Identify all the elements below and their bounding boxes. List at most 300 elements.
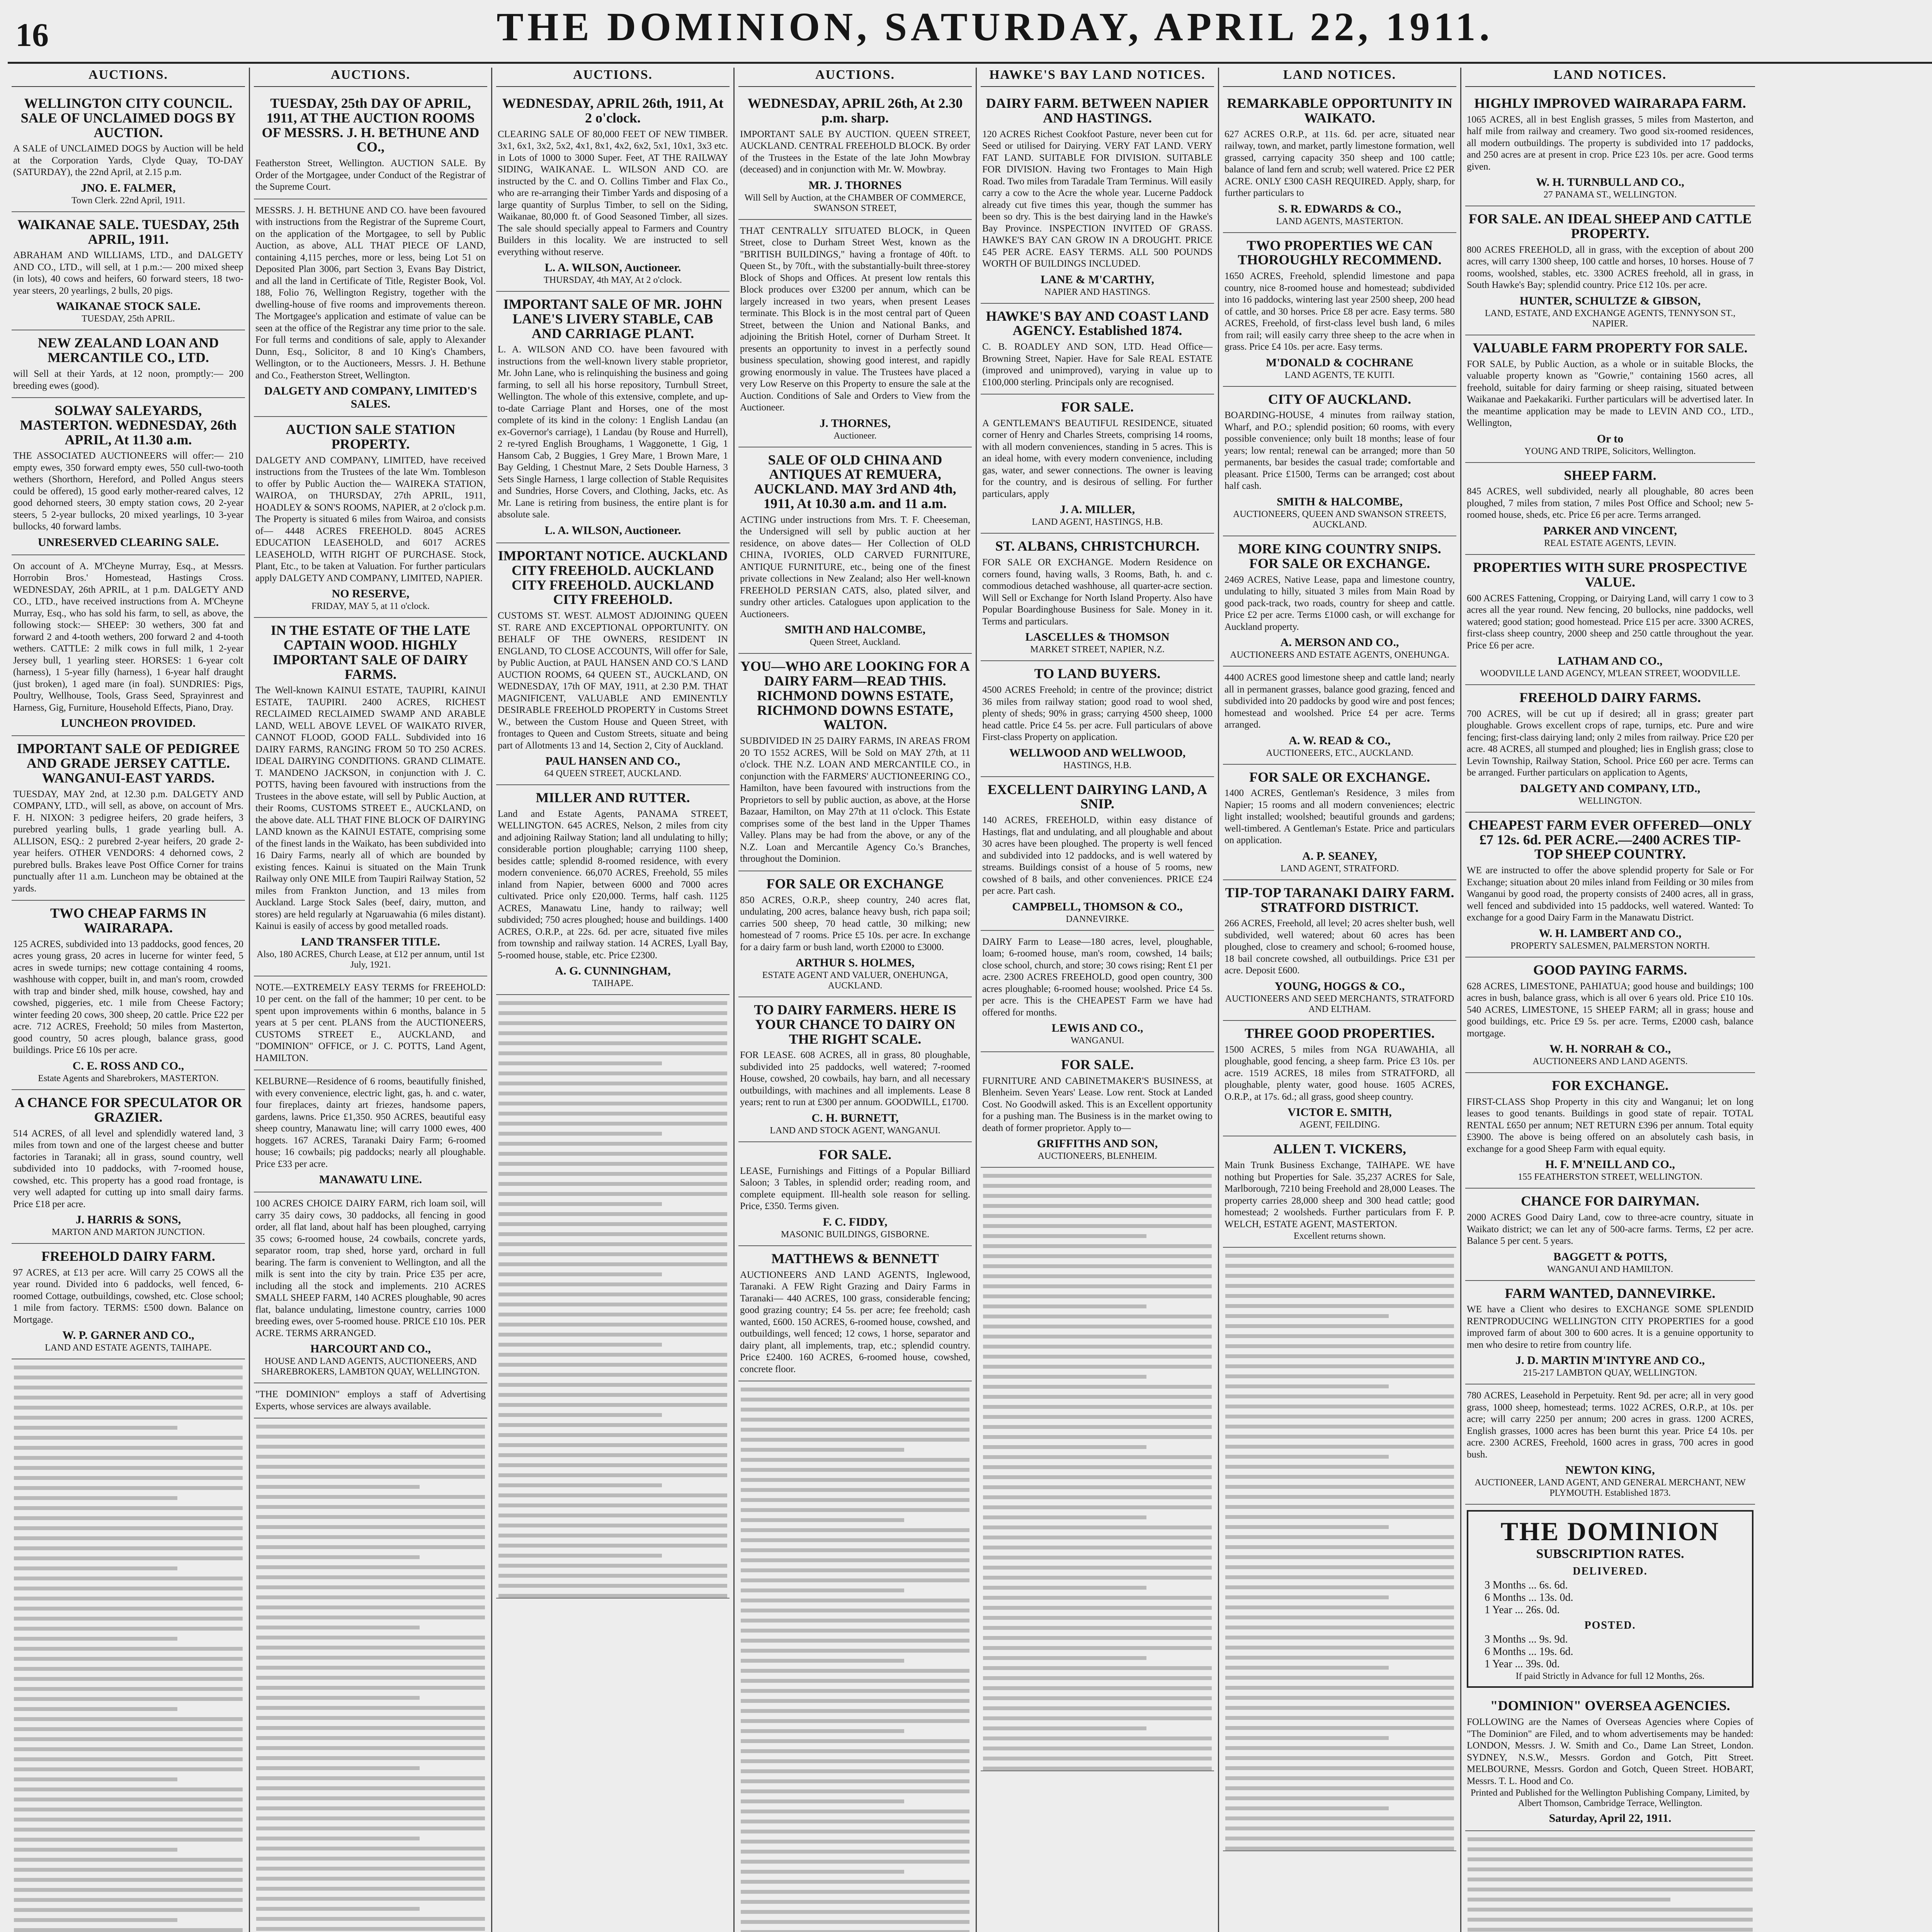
print-line [1225, 1425, 1454, 1429]
print-line [498, 1172, 727, 1176]
ad-body: CLEARING SALE OF 80,000 FEET OF NEW TIMBER. 3x1, 6x1, 3x2, 5x2, 4x1, 8x1, 4x2, 6x2, 5x1, 10x1, 3x3 etc. in Lots of 1000 to 3000 Super. Feet, AT THE RAILWAY SIDING, WAIKANAE. L. WILSON AND CO. are instructed by the C. and O. Collins Timber and Flax Co., who are re-arranging their Timber Yards and disposing of a large quantity of Surplus Timber, to sell on the Siding, Waikanae, 80,000 ft. of Good Seasoned Timber, all sizes. The sale should specially appeal to Farmers and Country Builders in this locality. We are instructed to sell everything without reserve. [498, 129, 728, 257]
ad-body: 100 ACRES CHOICE DAIRY FARM, rich loam soil, will carry 35 dairy cows, 30 paddocks, all fencing in good order, all flat land, about half has been ploughed, carrying 35 cows; 6-roomed house, 24 cowbails, concrete yards, separator room, trap shed, horse yard, orchard in full bearing. The farm is convenient to Wellington, and all the milk is sent into the city by train. Price £35 per acre, including all the stock and implements. 210 ACRES SMALL SHEEP FARM, 140 ACRES ploughable, 90 acres flat, balance undulating, limestone country, carries 1000 breeding ewes, over 5-roomed house. PRICE £10 10s. PER ACRE. TERMS ARRANGED. [255, 1198, 486, 1338]
page-number: 16 [15, 16, 49, 53]
ad-title: TO DAIRY FARMERS. HERE IS YOUR CHANCE TO DAIRY ON THE RIGHT SCALE. [754, 1002, 956, 1047]
print-line [256, 1435, 485, 1439]
print-line [1225, 1505, 1454, 1509]
ad-title: IMPORTANT NOTICE. AUCKLAND CITY FREEHOLD. AUCKLAND CITY FREEHOLD. AUCKLAND CITY FREEHOLD. [498, 548, 728, 607]
advertisement [1223, 880, 1456, 1021]
print-line [741, 1689, 969, 1693]
ad-advertiser: J. A. MILLER, [1060, 503, 1135, 516]
print-line [741, 1558, 969, 1562]
ad-title: VALUABLE FARM PROPERTY FOR SALE. [1473, 340, 1748, 355]
advertisement [12, 1244, 245, 1359]
print-line [741, 1709, 969, 1713]
print-line [983, 1515, 1146, 1519]
print-line [741, 1860, 969, 1864]
advertisement [1465, 957, 1755, 1073]
ad-advertiser-address: WELLINGTON. [1578, 796, 1642, 806]
print-line [741, 1418, 969, 1422]
print-line [256, 1565, 485, 1569]
print-line [14, 1818, 243, 1821]
ad-title: A CHANCE FOR SPECULATOR OR GRAZIER. [14, 1094, 242, 1125]
print-line [256, 1716, 485, 1720]
ad-advertiser-address: AUCTIONEERS, QUEEN AND SWANSON STREETS, AUCKLAND. [1233, 509, 1446, 530]
print-line [14, 1697, 243, 1701]
advertisement [1465, 1073, 1755, 1189]
ad-body: 120 ACRES Richest Cookfoot Pasture, never been cut for Seed or utilised for Dairying. VERY FAT LAND. VERY FAT LAND. SUITABLE FOR DIVISION. SUITABLE FOR DIVISION. Having two Frontages to Main High Road. Two miles from Taradale Tram Terminus. Will easily carry a cow to the Acre the whole year. Lucerne Paddock already cut five times this year, though the summer has been so dry. This is the best dairying land in the Hawke's Bay Province. INSPECTION INVITED OF GRASS. HAWKE'S BAY CAN GROW IN A DROUGHT. PRICE £45 PER ACRE. EASY TERMS. ALL 500 POUNDS WORTH OF BUILDINGS INCLUDED. [982, 129, 1213, 269]
print-line [256, 1626, 420, 1629]
print-line [983, 1586, 1146, 1590]
print-line [14, 1757, 243, 1761]
ad-body: 845 ACRES, well subdivided, nearly all ploughable, 80 acres been ploughed, 7 miles from station, 7 miles Post Office and School; new 5-roomed house, sheds, etc. Price £6 per acre. Terms arranged. [1467, 486, 1753, 520]
print-line [14, 1888, 243, 1892]
print-line [1225, 1736, 1389, 1740]
ad-title: ALLEN T. VICKERS, [1273, 1141, 1406, 1157]
ad-body: will Sell at their Yards, at 12 noon, promptly:— 200 breeding ewes (good). [13, 369, 243, 391]
ad-advertiser: M'DONALD & COCHRANE [1266, 356, 1413, 369]
ad-body: 140 ACRES, FREEHOLD, within easy distance of Hastings, flat and undulating, and all ploughable and about 30 acres have been ploughed. The property is well fenced and subdivided into 12 paddocks, and is well watered by streams. Buildings consist of a house of 5 rooms, new cowshed of 8 bails, and other conveniences. PRICE £24 per acre. Part cash. [982, 815, 1213, 896]
print-line [983, 1315, 1212, 1318]
advertisement [254, 976, 487, 1071]
print-line [256, 1646, 485, 1650]
ad-advertiser: LUNCHEON PROVIDED. [61, 717, 196, 730]
print-line [256, 1867, 485, 1871]
print-line [1225, 1716, 1454, 1720]
print-line [741, 1609, 969, 1612]
print-line [1225, 1746, 1454, 1750]
print-line [741, 1488, 969, 1492]
ad-body: 4500 ACRES Freehold; in centre of the province; district 36 miles from railway station; good road to wool shed, plenty of sheds; 90% in grass; carrying 4500 sheep, 1000 head cattle. Price £4 5s. per acre. Full particulars of above First-class Property on application. [982, 685, 1213, 743]
print-line [256, 1877, 485, 1881]
column [735, 68, 977, 1932]
print-line [741, 1739, 969, 1743]
print-line [498, 1503, 727, 1507]
print-line [14, 1928, 243, 1932]
ad-body: 514 ACRES, of all level and splendidly watered land, 3 miles from town and one of the largest cheese and butter factories in Taranaki; all in grass, sound country, well subdivided into 10 paddocks, with 7-roomed house, cowshed, etc. This property has a good road frontage, is very well adapted for cutting up into small dairy farms. Price £18 per acre. [13, 1128, 243, 1209]
print-line [741, 1850, 969, 1854]
ad-advertiser: C. E. ROSS AND CO., [72, 1059, 184, 1072]
print-line [14, 1637, 177, 1641]
print-line [498, 1162, 727, 1166]
print-line [983, 1395, 1212, 1399]
advertisement [496, 91, 730, 292]
print-line [256, 1766, 420, 1770]
ad-advertiser-address: DANNEVIRKE. [1066, 914, 1129, 924]
print-line [256, 1465, 485, 1469]
print-line [741, 1629, 969, 1633]
ad-body: A GENTLEMAN'S BEAUTIFUL RESIDENCE, situated corner of Henry and Charles Streets, comprising 14 rooms, with all modern conveniences, standing in 5 acres. This is an ideal home, with every modern convenience, including gas, water, and sewer connections. The owner is leaving for the country, and is desirous of selling. For further particulars, apply [982, 418, 1213, 499]
imprint-date: Saturday, April 22, 1911. [1549, 1812, 1672, 1825]
print-line [256, 1917, 485, 1921]
print-line [498, 1293, 727, 1296]
print-line [498, 1323, 727, 1327]
print-line [983, 1495, 1212, 1499]
advertisement [738, 220, 972, 447]
print-line [741, 1820, 969, 1823]
advertisement [1223, 1136, 1456, 1248]
print-line [256, 1455, 485, 1459]
advertisement [12, 1090, 245, 1244]
print-line [256, 1776, 485, 1780]
print-line [498, 1071, 727, 1075]
advertisement [254, 91, 487, 199]
ad-body: FOR LEASE. 608 ACRES, all in grass, 80 ploughable, subdivided into 25 paddocks, well watered; 7-roomed House, cowshed, 20 cowbails, hay barn, and all necessary outbuildings, with machines and all implements. Lease 8 years; rent to run at £300 per annum. GOODWILL, £1700. [740, 1050, 970, 1108]
ad-body: 2469 ACRES, Native Lease, papa and limestone country, undulating to hilly, situated 3 miles from Main Road by good pack-track, two roads, country for sheep and cattle. Price £2 per acre. Terms £1000 cash, or will exchange for Auckland property. [1225, 574, 1455, 632]
ad-advertiser: A. P. SEANEY, [1302, 849, 1377, 862]
print-line [14, 1466, 243, 1470]
print-line [1225, 1786, 1454, 1790]
column-heading: LAND NOTICES. [1223, 68, 1456, 87]
ad-advertiser: PARKER AND VINCENT, [1543, 524, 1677, 537]
ad-body: SUBDIVIDED IN 25 DAIRY FARMS, IN AREAS FROM 20 TO 1552 ACRES, Will be Sold on MAY 27th, at 11 o'clock. THE N.Z. LOAN AND MERCANTILE CO., in conjunction with the FARMERS' AUCTIONEERING CO., Hamilton, have been favoured with instructions from the Proprietors to sell by public auction, as above, at the Horse Bazaar, Hamilton, on May 27th at 11 o'clock. This Estate comprises some of the best land in the Upper Thames Valley. Plans may be had from the above, or any of the N.Z. Loan and Mercantile Agency Co.'s Branches, throughout the Dominion. [740, 736, 970, 864]
print-line [14, 1456, 243, 1460]
print-line [14, 1566, 177, 1570]
print-line [983, 1686, 1212, 1690]
print-line [1225, 1344, 1454, 1348]
print-line [983, 1385, 1212, 1389]
ad-advertiser: A. MERSON AND CO., [1280, 636, 1399, 649]
ad-title: FOR SALE. AN IDEAL SHEEP AND CATTLE PROPERTY. [1468, 211, 1752, 242]
ad-body: MESSRS. J. H. BETHUNE AND CO. have been favoured with instructions from the Registrar of the Supreme Court, on the application of the Mortgagee, to sell by Public Auction, as above, ALL THAT PIECE OF LAND, containing 4,115 perches, more or less, being Lot 51 on Deposited Plan 3006, part Section 3, Evans Bay District, and all the land in Certificate of Title, Register Book, Vol. 188, Folio 76, Wellington Registry, together with the dwelling-house of five rooms and improvements thereon. The Mortgagee's application and estimate of value can be seen at the office of the Registrar any time prior to the sale. For full terms and conditions of sale, apply to Alexander Dunn, Esq., Solicitor, 8 and 10 King's Chambers, Wellington, or to the Auctioneers, Messrs. J. H. Bethune and Co., Featherston Street, Wellington. [255, 205, 486, 381]
print-line [983, 1375, 1146, 1379]
advertisement [1465, 335, 1755, 463]
print-line [983, 1747, 1212, 1750]
print-line [498, 1473, 727, 1477]
ad-advertiser-address: Also, 180 ACRES, Church Lease, at £12 per annum, until 1st July, 1921. [257, 949, 485, 970]
print-line [14, 1577, 243, 1580]
rates-subtitle: SUBSCRIPTION RATES. [1536, 1547, 1684, 1561]
ad-title: WAIKANAE SALE. TUESDAY, 25th APRIL, 1911. [17, 216, 239, 247]
advertisement [1465, 91, 1755, 206]
ad-advertiser: JNO. E. FALMER, [81, 181, 176, 194]
print-line [983, 1455, 1212, 1459]
print-line [1468, 1888, 1753, 1891]
print-line [983, 1224, 1212, 1228]
print-line [741, 1729, 904, 1733]
print-line [1225, 1475, 1454, 1479]
print-line [1225, 1666, 1389, 1670]
ad-advertiser: L. A. WILSON, Auctioneer. [544, 261, 681, 274]
print-line [498, 1483, 662, 1487]
ad-body: CUSTOMS ST. WEST. ALMOST ADJOINING QUEEN ST. RARE AND EXCEPTIONAL OPPORTUNITY. ON BEHALF OF THE OWNERS, RESIDENT IN ENGLAND, TO CLOSE ACCOUNTS, Will offer for Sale, by Public Auction, at PAUL HANSEN AND CO.'S LAND AUCTION ROOMS, 64 QUEEN ST., AUCKLAND, ON WEDNESDAY, 17th OF MAY, 1911, at 2.30 P.M. THAT MAGNIFICENT, VALUABLE AND EMINENTLY DESIRABLE FREEHOLD PROPERTY in Customs Street W., between the Custom House and Queen Street, with frontages to Queen and Custom Streets, situate and being part of Allotments 13 and 14, Section 2, City of Auckland. [498, 611, 728, 751]
print-line [1225, 1616, 1454, 1619]
ad-title: WEDNESDAY, APRIL 26th, 1911, At 2 o'clock. [502, 95, 724, 126]
print-line [14, 1798, 243, 1801]
print-line [14, 1657, 243, 1661]
print-line [498, 1303, 727, 1306]
print-line [1225, 1254, 1454, 1258]
ad-advertiser-address: LAND AGENTS, TE KUITI. [1284, 370, 1395, 380]
column [977, 68, 1219, 1932]
print-line [498, 1393, 727, 1397]
print-line [741, 1810, 969, 1813]
print-line [983, 1706, 1212, 1710]
print-line [14, 1376, 243, 1379]
print-line [498, 1433, 727, 1437]
advertisement [981, 1052, 1214, 1168]
ad-title: FOR SALE. [1061, 399, 1134, 415]
ad-advertiser: J. THORNES, [820, 417, 891, 430]
ad-advertiser-address: AGENT, FEILDING. [1299, 1120, 1380, 1130]
ad-body: LEASE, Furnishings and Fittings of a Popular Billiard Saloon; 3 Tables, in splendid order; reading room, and complete equipment. Ill-health sole reason for selling. Price, £350. Terms given. [740, 1165, 970, 1212]
print-line [983, 1757, 1212, 1760]
print-line [1225, 1264, 1454, 1268]
print-line [14, 1747, 243, 1751]
print-line [498, 1403, 727, 1407]
print-line [256, 1887, 485, 1891]
advertisement [1223, 536, 1456, 667]
column [1219, 68, 1461, 1932]
print-line [498, 1051, 727, 1055]
print-line [498, 1122, 727, 1126]
print-line [14, 1828, 243, 1832]
print-line [1468, 1867, 1753, 1871]
print-line [1225, 1646, 1454, 1650]
print-line [14, 1556, 243, 1560]
print-line [498, 1152, 727, 1156]
ad-title: FREEHOLD DAIRY FARMS. [1519, 690, 1701, 706]
print-line [14, 1426, 177, 1430]
ad-advertiser-address: WOODVILLE LAND AGENCY, M'LEAN STREET, WOODVILLE. [1480, 668, 1740, 679]
print-line [256, 1847, 485, 1850]
print-line [983, 1294, 1212, 1298]
advertisement [1465, 1189, 1755, 1281]
print-line [1225, 1565, 1454, 1569]
ad-title: NEW ZEALAND LOAN AND MERCANTILE CO., LTD. [37, 335, 219, 366]
dense-print-area [1223, 1254, 1456, 1851]
print-line [498, 1574, 727, 1578]
ad-body: ACTING under instructions from Mrs. T. F. Cheeseman, the Undersigned will sell by public auction at her residence, on above dates— Her Collection of OLD CHINA, IVORIES, OLD CARVED FURNITURE, ANTIQUE FURNITURE, etc., being one of the finest private collections in New Zealand; also Her well-known FREEHOLD PERSIAN CATS, also, plated silver, and sundry other articles. Catalogues upon application to the Auctioneers. [740, 514, 970, 619]
ad-advertiser: SMITH & HALCOMBE, [1277, 495, 1403, 508]
ad-title: CHEAPEST FARM EVER OFFERED—ONLY £7 12s. 6d. PER ACRE.—2400 ACRES TIP-TOP SHEEP COUNTRY. [1468, 817, 1752, 862]
ad-title: THREE GOOD PROPERTIES. [1245, 1025, 1435, 1041]
ad-advertiser: J. D. MARTIN M'INTYRE AND CO., [1515, 1354, 1705, 1367]
ad-body: 1400 ACRES, Gentleman's Residence, 3 miles from Napier; 15 rooms and all modern conveniences; electric light installed; woolshed; beautiful grounds and gardens; well-timbered. A Gentleman's Estate. Price and particulars on application. [1225, 788, 1455, 846]
print-line [741, 1498, 969, 1502]
print-line [256, 1666, 485, 1670]
print-line [741, 1880, 969, 1884]
print-line [256, 1445, 485, 1449]
advertisement [1223, 91, 1456, 233]
print-line [741, 1578, 969, 1582]
ad-title: MATTHEWS & BENNETT [771, 1250, 939, 1266]
ad-advertiser-address: MASONIC BUILDINGS, GISBORNE. [781, 1229, 930, 1240]
print-line [983, 1244, 1212, 1248]
print-line [256, 1806, 485, 1810]
print-line [498, 1413, 662, 1417]
print-line [741, 1920, 969, 1924]
print-line [1225, 1756, 1454, 1760]
advertisement [1465, 463, 1755, 555]
dense-print-area [1465, 1837, 1755, 1932]
print-line [741, 1870, 904, 1874]
print-line [256, 1636, 485, 1639]
print-line [14, 1536, 243, 1540]
print-line [741, 1408, 969, 1412]
print-line [983, 1254, 1212, 1258]
ad-title: HIGHLY IMPROVED WAIRARAPA FARM. [1474, 95, 1746, 111]
ad-advertiser: L. A. WILSON, Auctioneer. [544, 524, 681, 537]
print-line [741, 1669, 969, 1673]
ad-title: YOU—WHO ARE LOOKING FOR A DAIRY FARM—READ THIS. RICHMOND DOWNS ESTATE, RICHMOND DOWNS ESTATE, WALTON. [740, 658, 970, 733]
print-line [14, 1707, 177, 1711]
ad-body: Main Trunk Business Exchange, TAIHAPE. WE have nothing but Properties for Sale. 35,237 ACRES for Sale, Marlborough, 7210 being Freehold and 28,000 Leases. The property carries 28,000 sheep and 300 head cattle; good homestead; 2 woolsheds. Further particulars from F. P. WELCH, ESTATE AGENT, MASTERTON. [1225, 1160, 1455, 1230]
print-line [498, 1082, 727, 1085]
print-line [256, 1535, 485, 1539]
print-line [14, 1787, 243, 1791]
print-line [14, 1868, 243, 1872]
print-line [1225, 1455, 1389, 1459]
ad-advertiser: H. F. M'NEILL AND CO., [1545, 1158, 1675, 1171]
print-line [983, 1505, 1212, 1509]
ad-advertiser-address: YOUNG AND TRIPE, Solicitors, Wellington. [1524, 446, 1696, 456]
print-line [256, 1857, 485, 1861]
print-line [741, 1468, 969, 1472]
ad-body: 125 ACRES, subdivided into 13 paddocks, good fences, 20 acres young grass, 20 acres in lucerne for winter feed, 5 acres in swede turnips; new cottage containing 4 rooms, washhouse with copper, built in, and man's room, crowded with trap and binder shed, milk house, cowshed, hay and cowshed, piggeries, etc. 1 mile from Cheese Factory; winter feeding 20 cows, 300 sheep, 20 cattle. Price £22 per acre. 712 ACRES, Freehold; 50 miles from Masterton, good country, 50 acres plough, balance grass, good buildings. Price £6 10s per acre. [13, 939, 243, 1056]
ad-advertiser-address: MARTON AND MARTON JUNCTION. [51, 1227, 205, 1238]
print-line [983, 1465, 1212, 1469]
print-line [498, 1031, 727, 1035]
print-line [256, 1726, 485, 1730]
advertisement [12, 330, 245, 398]
print-line [14, 1506, 243, 1510]
print-line [498, 1383, 727, 1387]
ad-advertiser: W. H. LAMBERT AND CO., [1539, 927, 1682, 940]
print-line [14, 1386, 243, 1389]
print-line [498, 1564, 727, 1568]
ad-title: FARM WANTED, DANNEVIRKE. [1505, 1285, 1716, 1301]
ad-title: FOR SALE. [818, 1146, 892, 1162]
print-line [1225, 1374, 1454, 1378]
advertisement [496, 543, 730, 785]
ad-advertiser: LEWIS AND CO., [1051, 1022, 1143, 1035]
ad-advertiser: A. G. CUNNINGHAM, [555, 964, 671, 978]
ad-body: DAIRY Farm to Lease—180 acres, level, ploughable, loam; 6-roomed house, man's room, cowshed, 14 bails; close school, church, and store; 30 cows rising; Rent £1 per acre. 2300 ACRES FREEHOLD, good open country, 300 acres ploughable; 6-roomed house; woolshed. Price £4 5s. per acre. This is the CHEAPEST Farm we have had offered for months. [982, 936, 1213, 1018]
print-line [14, 1687, 243, 1691]
ad-title: MILLER AND RUTTER. [536, 790, 690, 806]
print-line [14, 1617, 243, 1621]
print-line [498, 1524, 727, 1527]
print-line [983, 1536, 1212, 1539]
ad-title: FOR SALE OR EXCHANGE. [1249, 769, 1430, 785]
print-line [256, 1746, 485, 1750]
print-line [983, 1726, 1146, 1730]
print-line [14, 1476, 243, 1480]
print-line [983, 1666, 1212, 1670]
print-line [983, 1767, 1212, 1770]
print-line [1225, 1816, 1454, 1820]
print-line [14, 1436, 243, 1440]
ad-advertiser-address: WANGANUI AND HAMILTON. [1547, 1264, 1673, 1274]
ad-body: THE ASSOCIATED AUCTIONEERS will offer:— 210 empty ewes, 350 forward empty ewes, 550 cull-two-tooth wethers (Shorthorn, Hereford, and Polled Angus steers could be offered), 15 good early mother-reared calves, 12 good dehorned steers, 30 empty station cows, 20 2-year steers, 5 2-year bullocks, 20 mixed yearlings, 10 3-year bullocks, 40 forward lambs. [13, 451, 243, 532]
print-line [498, 1453, 727, 1457]
print-line [983, 1174, 1212, 1178]
print-line [1468, 1918, 1753, 1922]
ad-title: GOOD PAYING FARMS. [1533, 962, 1687, 978]
ad-body: IMPORTANT SALE BY AUCTION. QUEEN STREET, AUCKLAND. CENTRAL FREEHOLD BLOCK. By order of the Trustees in the Estate of the late John Mowbray (deceased) and in conjunction with Mr. W. Mowbray. [740, 129, 970, 175]
advertisement [738, 1142, 972, 1246]
print-line [14, 1647, 243, 1651]
ad-body: Land and Estate Agents, PANAMA STREET, WELLINGTON. 645 ACRES, Nelson, 2 miles from city and adjoining Railway Station; land all undulating to hilly; considerable portion ploughable; carrying 1100 sheep, besides cattle; splendid 8-roomed residence, with every modern convenience. 66,070 ACRES, Freehold, 55 miles inland from Napier, between 6000 and 7000 acres cultivated. Price only £20,000. Terms, half cash. 1125 ACRES, Manawatu Line, handy to railway; well subdivided; 750 acres ploughed; house and buildings. 1400 ACRES, O.R.P., at 22s. 6d. per acre, situated five miles from township and railway station. 14 ACRES, Lyall Bay, 5-roomed house, stable, etc. Price £2300. [498, 808, 728, 961]
print-line [1225, 1796, 1454, 1800]
ad-title: ST. ALBANS, CHRISTCHURCH. [995, 538, 1200, 554]
print-line [256, 1696, 420, 1700]
ad-advertiser-address: MARKET STREET, NAPIER, N.Z. [1030, 645, 1165, 655]
ad-body: 850 ACRES, O.R.P., sheep country, 240 acres flat, undulating, 200 acres, balance heavy bush, rich papa soil; carries 500 sheep, 70 head cattle, 30 milking; new homestead of 7 rooms. Price £5 10s. per acre. In exchange for a dairy farm or bush land, worth £2000 to £3000. [740, 895, 970, 952]
print-line [1225, 1334, 1454, 1338]
oversea-agencies [1465, 1693, 1755, 1831]
ad-advertiser: NO RESERVE, [332, 587, 410, 600]
print-line [1225, 1575, 1454, 1579]
ad-advertiser: UNRESERVED CLEARING SALE. [37, 536, 219, 549]
print-line [741, 1679, 969, 1683]
print-line [741, 1900, 969, 1904]
advertisement [981, 91, 1214, 304]
print-line [256, 1485, 420, 1489]
ad-advertiser-address: 64 QUEEN STREET, AUCKLAND. [544, 769, 682, 779]
print-line [498, 1011, 727, 1015]
rate-line: 6 Months ... 13s. 0d. [1485, 1592, 1573, 1604]
print-line [498, 1584, 727, 1588]
advertisement [1465, 1384, 1755, 1505]
print-line [983, 1415, 1212, 1419]
print-line [1225, 1595, 1389, 1599]
print-line [983, 1204, 1212, 1208]
print-line [498, 1313, 727, 1316]
print-line [1225, 1806, 1389, 1810]
print-line [256, 1927, 485, 1931]
ad-title: CITY OF AUCKLAND. [1268, 391, 1412, 407]
ad-advertiser: NEWTON KING, [1565, 1464, 1655, 1477]
ad-title: WELLINGTON CITY COUNCIL. SALE OF UNCLAIMED DOGS BY AUCTION. [20, 95, 236, 140]
ad-advertiser-address: Town Clerk. 22nd April, 1911. [71, 195, 185, 206]
print-line [1225, 1465, 1454, 1469]
print-line [256, 1595, 485, 1599]
dense-print-area [738, 1388, 972, 1932]
advertisement [738, 447, 972, 654]
print-line [741, 1518, 904, 1522]
print-line [1468, 1837, 1753, 1841]
ad-advertiser-address: LAND AGENT, STRATFORD. [1280, 863, 1399, 874]
masthead [8, 0, 1932, 64]
print-line [498, 1222, 727, 1226]
ad-body: L. A. WILSON AND CO. have been favoured with instructions from the well-known livery stable proprietor, Mr. John Lane, who is relinquishing the business and going farming, to sell all his horse repository, Turnbull Street, Wellington. The whole of this extensive, complete, and up-to-date Carriage Plant and Horses, one of the most complete of its kind in the colony: 1 English Landau (an ex-Governor's carriage), 1 Landau (by Rouse and Hurrell), 2 re-tyred English Broughams, 1 Waggonette, 1 Gig, 1 Hansom Cab, 2 Buggies, 1 Grey Mare, 1 Brown Mare, 1 Bay Gelding, 1 Chestnut Mare, 2 Sets Double Harness, 3 Sets Single Harness, 1 large collection of Stable Requisites and Sundries, Horse Covers, and Clothing, Jacks, etc. As Mr. Lane is retiring from business, the entire plant is for absolute sale. [498, 344, 728, 520]
print-line [983, 1304, 1146, 1308]
print-line [983, 1696, 1212, 1700]
print-line [498, 1192, 727, 1196]
print-line [14, 1546, 243, 1550]
ad-advertiser-address: AUCTIONEERS AND LAND AGENTS. [1532, 1056, 1688, 1067]
ad-advertiser-address: ESTATE AGENT AND VALUER, ONEHUNGA, AUCKLAND. [762, 970, 948, 991]
print-line [498, 1001, 727, 1005]
dense-print-area [981, 1174, 1214, 1771]
ad-advertiser-address: THURSDAY, 4th MAY, At 2 o'clock. [544, 275, 682, 286]
ad-body: FIRST-CLASS Shop Property in this city and Wanganui; let on long leases to good tenants. Buildings in good state of repair. TOTAL RENTAL £650 per annum; NET RETURN £396 per annum. Total equity £3900. The above is being offered on an absolutely cash basis, in exchange for a good Sheep Farm with equal equity. [1467, 1096, 1753, 1154]
column-heading: HAWKE'S BAY LAND NOTICES. [981, 68, 1214, 87]
print-line [741, 1428, 969, 1432]
print-line [741, 1458, 969, 1462]
print-line [14, 1838, 243, 1842]
print-line [741, 1548, 969, 1552]
print-line [498, 1272, 662, 1276]
ad-advertiser: MR. J. THORNES [808, 179, 902, 192]
ad-title: CHANCE FOR DAIRYMAN. [1521, 1193, 1699, 1209]
ad-advertiser-address: WANGANUI. [1071, 1036, 1124, 1046]
ad-advertiser-address: REAL ESTATE AGENTS, LEVIN. [1544, 538, 1676, 548]
ad-advertiser: C. H. BURNETT, [811, 1111, 899, 1124]
ad-advertiser: CAMPBELL, THOMSON & CO., [1012, 900, 1183, 913]
